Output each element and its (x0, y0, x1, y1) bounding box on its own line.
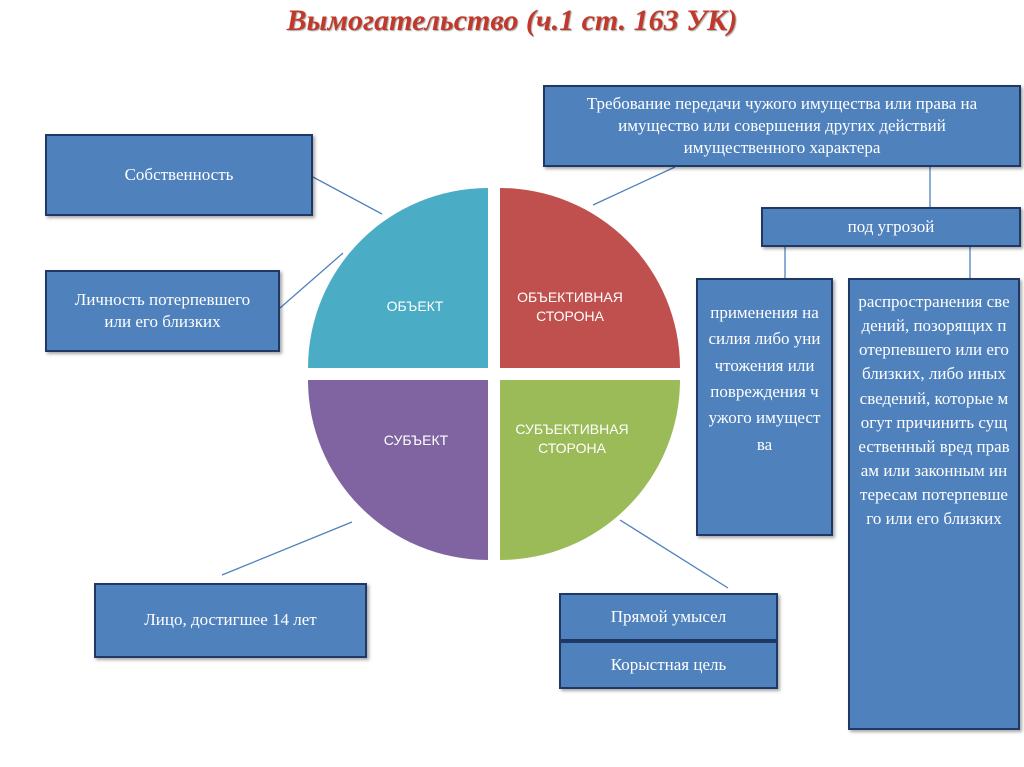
quadrant-object-label: ОБЪЕКТ (386, 298, 444, 314)
quadrant-circle (308, 188, 680, 560)
quadrant-object (308, 188, 488, 368)
violence-box: применения насилия либо уничтожения или повреждения чужого имущества (696, 278, 833, 536)
objective-line1: ОБЪЕКТИВНАЯ (517, 289, 623, 305)
page-title: Вымогательство (ч.1 ст. 163 УК) (286, 4, 738, 37)
quadrant-objective (500, 188, 680, 368)
motive-box: Корыстная цель (559, 641, 778, 689)
threat-box: под угрозой (761, 207, 1021, 247)
property-box: Собственность (45, 134, 313, 216)
dissemination-box: распространения сведений, позорящих потерпевшего или его близких, либо иных сведений, которые могут причинить существенный вред правам или законным интересам потерпевшего или его близких (848, 278, 1020, 730)
quadrant-objective-label (500, 288, 640, 326)
quadrant-subject-label: СУБЪЕКТ (383, 432, 449, 448)
connector-demand (593, 167, 675, 205)
objective-line2: СТОРОНА (536, 307, 604, 324)
demand-box: Требование передачи чужого имущества или права на имущество или совершения других действий имущественного характера (543, 85, 1021, 167)
quadrant-subjective-label (497, 420, 647, 458)
connector-property (313, 177, 382, 214)
subjective-line1: СУБЪЕКТИВНАЯ (515, 421, 629, 437)
quadrant-subjective (500, 380, 680, 560)
connector-age (222, 522, 352, 575)
victim-person-box: Личность потерпевшего или его близких (45, 270, 280, 352)
age-box: Лицо, достигшее 14 лет (94, 583, 367, 658)
quadrant-subject (308, 380, 488, 560)
subjective-line2: СТОРОНА (538, 439, 606, 456)
intent-box: Прямой умысел (559, 593, 778, 641)
